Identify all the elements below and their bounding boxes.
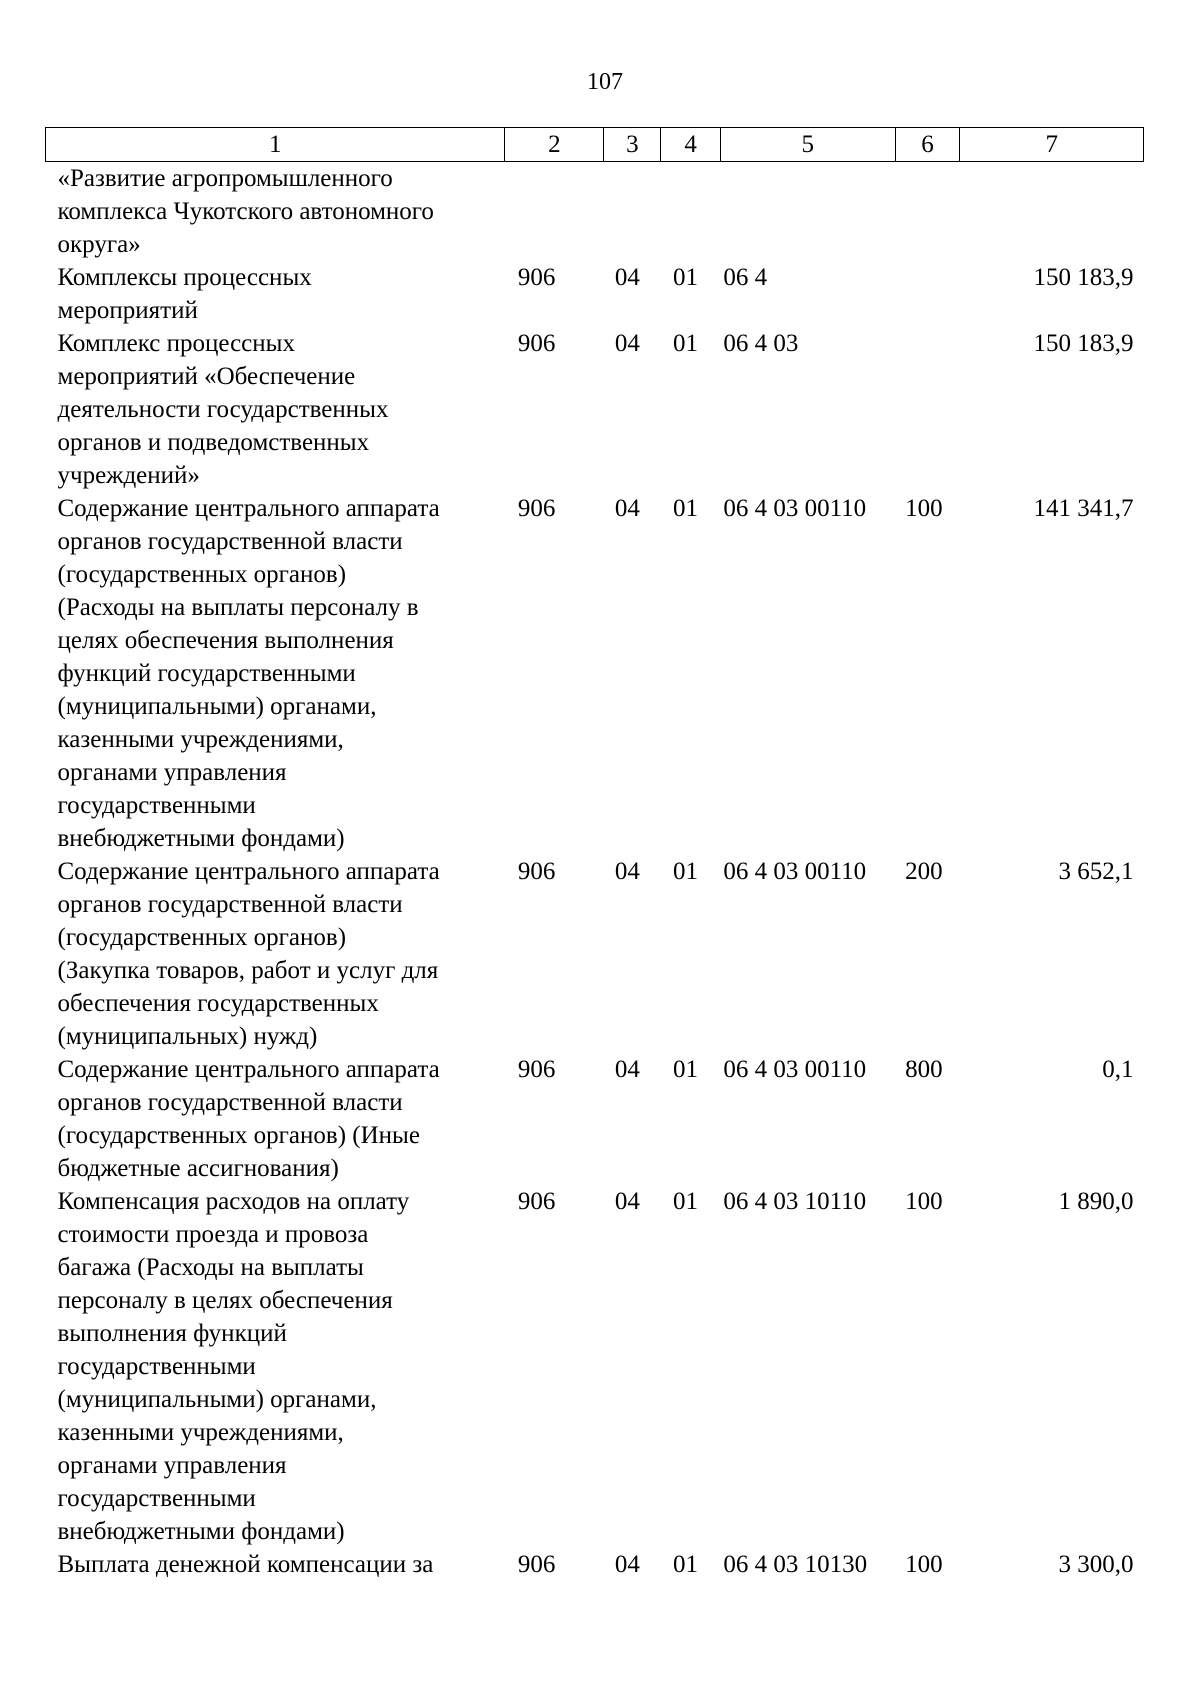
row-description bbox=[46, 855, 505, 1053]
description-line: органов и подведомственных bbox=[57, 429, 370, 456]
table-row bbox=[46, 1053, 1144, 1185]
row-description bbox=[46, 1548, 505, 1581]
target-article-code bbox=[720, 162, 895, 262]
header-row bbox=[46, 128, 1144, 162]
amount bbox=[960, 162, 1144, 262]
target-article-code: 06 4 03 bbox=[723, 330, 799, 357]
description-line: обеспечения государственных bbox=[57, 990, 379, 1017]
expense-type-code bbox=[895, 162, 960, 262]
description-line: Содержание центрального аппарата bbox=[57, 1056, 440, 1083]
amount: 150 183,9 bbox=[1033, 264, 1134, 291]
amount: 141 341,7 bbox=[1033, 495, 1134, 522]
expense-type-code: 100 bbox=[905, 1551, 943, 1578]
description-line: (муниципальными) органами, bbox=[57, 693, 377, 720]
column-header: 2 bbox=[505, 128, 604, 162]
target-article-code: 06 4 bbox=[723, 264, 768, 291]
table-row bbox=[46, 162, 1144, 262]
ministry-code: 906 bbox=[517, 1551, 556, 1578]
description-line: внебюджетными фондами) bbox=[57, 825, 345, 852]
section-code: 04 bbox=[614, 264, 640, 291]
subsection-code: 01 bbox=[672, 1056, 698, 1083]
description-line: органами управления bbox=[57, 1452, 287, 1479]
budget-table bbox=[45, 127, 1144, 1581]
section-code: 04 bbox=[614, 1551, 640, 1578]
expense-type-code: 100 bbox=[905, 1188, 943, 1215]
subsection-code: 01 bbox=[672, 495, 698, 522]
description-line: Содержание центрального аппарата bbox=[57, 858, 440, 885]
description-line: органов государственной власти bbox=[57, 1089, 403, 1116]
description-line: мероприятий bbox=[57, 297, 198, 324]
description-line: Компенсация расходов на оплату bbox=[57, 1188, 410, 1215]
description-line: государственными bbox=[57, 1485, 256, 1512]
section-code: 04 bbox=[614, 1056, 640, 1083]
table-row bbox=[46, 327, 1144, 492]
table-row bbox=[46, 855, 1144, 1053]
column-header: 1 bbox=[46, 128, 505, 162]
row-description bbox=[46, 162, 505, 262]
description-line: (государственных органов) (Иные bbox=[57, 1122, 420, 1149]
expense-type-code: 100 bbox=[905, 495, 943, 522]
description-line: (государственных органов) bbox=[57, 924, 347, 951]
row-description bbox=[46, 327, 505, 492]
target-article-code: 06 4 03 10130 bbox=[723, 1551, 868, 1578]
target-article-code: 06 4 03 00110 bbox=[723, 858, 867, 885]
row-description bbox=[46, 492, 505, 855]
description-line: комплекса Чукотского автономного bbox=[57, 198, 434, 225]
subsection-code: 01 bbox=[672, 330, 698, 357]
table-row bbox=[46, 492, 1144, 855]
expense-type-code: 200 bbox=[905, 858, 943, 885]
table-row bbox=[46, 1548, 1144, 1581]
ministry-code: 906 bbox=[517, 264, 556, 291]
amount: 3 300,0 bbox=[1058, 1551, 1134, 1578]
description-line: персоналу в целях обеспечения bbox=[57, 1287, 393, 1314]
description-line: (Расходы на выплаты персоналу в bbox=[57, 594, 419, 621]
expense-type-code bbox=[895, 261, 960, 327]
column-header: 4 bbox=[661, 128, 720, 162]
section-code: 04 bbox=[614, 495, 640, 522]
ministry-code bbox=[505, 162, 604, 262]
description-line: деятельности государственных bbox=[57, 396, 389, 423]
description-line: стоимости проезда и провоза bbox=[57, 1221, 369, 1248]
description-line: округа» bbox=[57, 231, 141, 258]
description-line: государственными bbox=[57, 792, 256, 819]
description-line: Комплексы процессных bbox=[57, 264, 312, 291]
description-line: органов государственной власти bbox=[57, 891, 403, 918]
description-line: (Закупка товаров, работ и услуг для bbox=[57, 957, 439, 984]
row-description bbox=[46, 261, 505, 327]
description-line: внебюджетными фондами) bbox=[57, 1518, 345, 1545]
ministry-code: 906 bbox=[517, 1056, 556, 1083]
subsection-code: 01 bbox=[672, 1551, 698, 1578]
description-line: выполнения функций bbox=[57, 1320, 287, 1347]
section-code: 04 bbox=[614, 858, 640, 885]
table-row bbox=[46, 1185, 1144, 1548]
section-code: 04 bbox=[614, 1188, 640, 1215]
description-line: органами управления bbox=[57, 759, 287, 786]
expense-type-code: 800 bbox=[905, 1056, 943, 1083]
amount: 3 652,1 bbox=[1058, 858, 1134, 885]
description-line: целях обеспечения выполнения bbox=[57, 627, 394, 654]
ministry-code: 906 bbox=[517, 495, 556, 522]
description-line: органов государственной власти bbox=[57, 528, 403, 555]
table-row bbox=[46, 261, 1144, 327]
expense-type-code bbox=[895, 327, 960, 492]
subsection-code: 01 bbox=[672, 858, 698, 885]
target-article-code: 06 4 03 00110 bbox=[723, 1056, 867, 1083]
description-line: «Развитие агропромышленного bbox=[57, 165, 393, 192]
target-article-code: 06 4 03 10110 bbox=[723, 1188, 867, 1215]
row-description bbox=[46, 1185, 505, 1548]
ministry-code: 906 bbox=[517, 330, 556, 357]
description-line: бюджетные ассигнования) bbox=[57, 1155, 339, 1182]
row-description bbox=[46, 1053, 505, 1185]
ministry-code: 906 bbox=[517, 1188, 556, 1215]
description-line: государственными bbox=[57, 1353, 256, 1380]
subsection-code bbox=[661, 162, 720, 262]
column-header: 6 bbox=[895, 128, 960, 162]
description-line: мероприятий «Обеспечение bbox=[57, 363, 356, 390]
description-line: (муниципальных) нужд) bbox=[57, 1023, 318, 1050]
description-line: учреждений» bbox=[57, 462, 200, 489]
page-number: 107 bbox=[587, 69, 623, 95]
section-code: 04 bbox=[614, 330, 640, 357]
description-line: функций государственными bbox=[57, 660, 356, 687]
description-line: казенными учреждениями, bbox=[57, 1419, 344, 1446]
column-header: 3 bbox=[604, 128, 661, 162]
description-line: Выплата денежной компенсации за bbox=[57, 1551, 434, 1578]
description-line: багажа (Расходы на выплаты bbox=[57, 1254, 364, 1281]
column-header: 5 bbox=[720, 128, 895, 162]
description-line: (государственных органов) bbox=[57, 561, 347, 588]
section-code bbox=[604, 162, 661, 262]
ministry-code: 906 bbox=[517, 858, 556, 885]
description-line: Содержание центрального аппарата bbox=[57, 495, 440, 522]
target-article-code: 06 4 03 00110 bbox=[723, 495, 867, 522]
description-line: казенными учреждениями, bbox=[57, 726, 344, 753]
description-line: (муниципальными) органами, bbox=[57, 1386, 377, 1413]
amount: 1 890,0 bbox=[1058, 1188, 1134, 1215]
subsection-code: 01 bbox=[672, 1188, 698, 1215]
subsection-code: 01 bbox=[672, 264, 698, 291]
amount: 150 183,9 bbox=[1033, 330, 1134, 357]
amount: 0,1 bbox=[1102, 1056, 1134, 1083]
column-header: 7 bbox=[960, 128, 1144, 162]
description-line: Комплекс процессных bbox=[57, 330, 295, 357]
